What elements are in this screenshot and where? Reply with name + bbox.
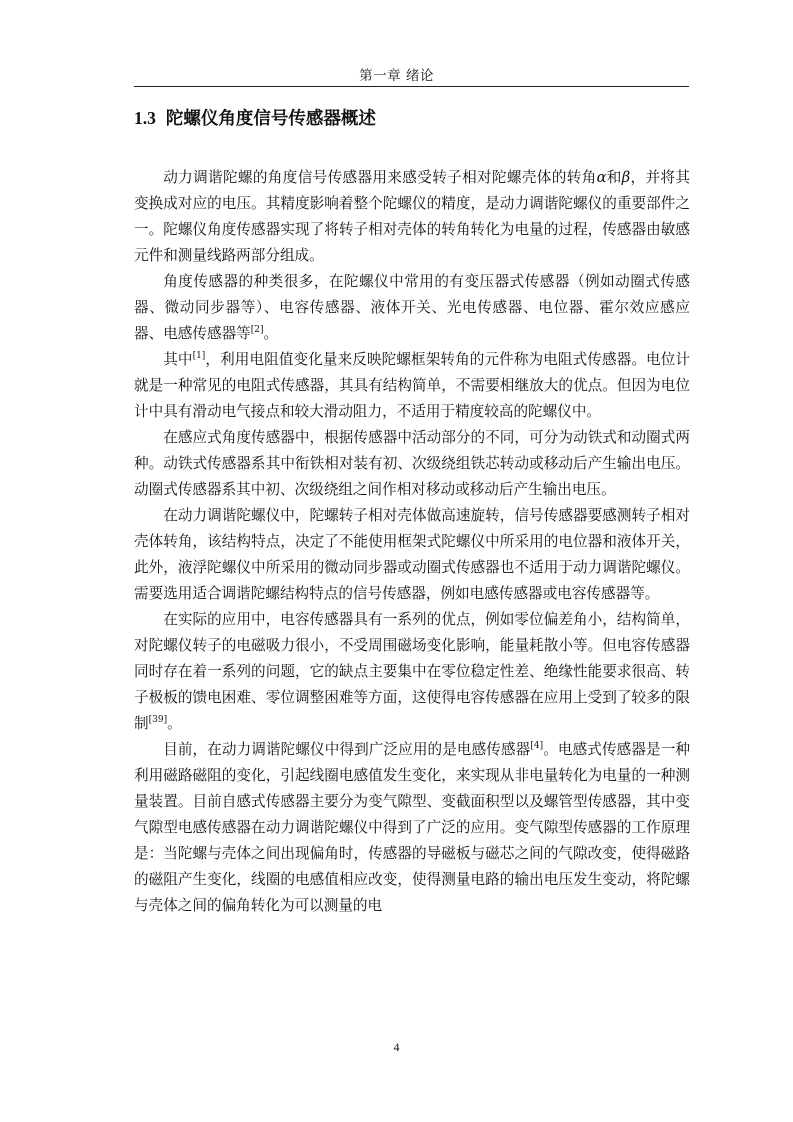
paragraph-5: 在动力调谐陀螺仪中，陀螺转子相对壳体做高速旋转，信号传感器要感测转子相对壳体转角，该结构特点，决定了不能使用框架式陀螺仪中所采用的电位器和液体开关，此外，液浮陀螺仪中所采用的微动同步器或动圈式传感器也不适用于动力调谐陀螺仪。需要选用适合调谐陀螺结构特点的信号传感器，例如电感传感器或电容传感器等。	[134, 507, 690, 602]
paragraph-1	[134, 165, 690, 269]
paragraph-1-text-b: ，并将其变换成对应的电压。其精度影响着整个陀螺仪的精度，是动力调谐陀螺仪的重要部件之一。陀螺仪角度传感器实现了将转子相对壳体的转角转化为电量的过程，传感器由敏感元件和测量线路两部分组成。	[134, 169, 690, 264]
citation-1: [1]	[192, 351, 206, 362]
body-text	[134, 165, 690, 919]
paragraph-3	[134, 347, 690, 425]
paragraph-7-text-a: 目前，在动力调谐陀螺仪中得到广泛应用的是电感传感器	[163, 741, 531, 758]
header-rule	[134, 86, 689, 87]
paragraph-1-and: 和	[606, 169, 622, 186]
citation-2: [2]	[250, 325, 264, 336]
paragraph-6-text-a: 在实际的应用中，电容传感器具有一系列的优点，例如零位偏差角小，结构简单，对陀螺仪转子的电磁吸力很小，不受周围磁场变化影响，能量耗散小等。但电容传感器同时存在着一系列的问题，它的缺点主要集中在零位稳定性差、绝缘性能要求很高、转子极板的馈电困难、零位调整困难等方面，这使得电容传感器在应用上受到了较多的限制	[134, 611, 690, 732]
paragraph-3-text-a: 其中	[163, 351, 193, 368]
section-title: 陀螺仪角度信号传感器概述	[165, 109, 376, 129]
paragraph-4: 在感应式角度传感器中，根据传感器中活动部分的不同，可分为动铁式和动圈式两种。动铁式传感器系其中衔铁相对装有初、次级绕组铁芯转动或移动后产生输出电压。动圈式传感器系其中初、次级绕组之间作相对移动或移动后产生输出电压。	[134, 429, 690, 498]
paragraph-1-text-a: 动力调谐陀螺的角度信号传感器用来感受转子相对陀螺壳体的转角	[163, 169, 597, 186]
paragraph-7	[134, 737, 690, 919]
paragraph-6-text-b: 。	[167, 715, 182, 732]
paragraph-6	[134, 607, 690, 737]
paragraph-2	[134, 269, 690, 347]
citation-39: [39]	[148, 715, 168, 726]
section-heading	[134, 105, 376, 130]
paragraph-7-text-b: 。电感式传感器是一种利用磁路磁阻的变化，引起线圈电感值发生变化，来实现从非电量转化为电量的一种测量装置。目前自感式传感器主要分为变气隙型、变截面积型以及螺管型传感器，其中变气隙型电感传感器在动力调谐陀螺仪中得到了广泛的应用。变气隙型传感器的工作原理是：当陀螺与壳体之间出现偏角时，传感器的导磁板与磁芯之间的气隙改变，使得磁路的磁阻产生变化，线圈的电感值相应改变，使得测量电路的输出电压发生变动，将陀螺与壳体之间的偏角转化为可以测量的电	[134, 741, 690, 914]
beta-symbol: β	[621, 169, 631, 186]
section-number: 1.3	[134, 108, 156, 128]
running-header: 第一章 绪论	[359, 68, 434, 84]
citation-4: [4]	[530, 741, 544, 752]
page-number: 4	[393, 1040, 400, 1054]
alpha-symbol: α	[596, 169, 607, 186]
paragraph-3-text-b: ，利用电阻值变化量来反映陀螺框架转角的元件称为电阻式传感器。电位计就是一种常见的电阻式传感器，其具有结构简单，不需要相继放大的优点。但因为电位计中具有滑动电气接点和较大滑动阻力，不适用于精度较高的陀螺仪中。	[134, 351, 690, 420]
paragraph-2-text-a: 角度传感器的种类很多，在陀螺仪中常用的有变压器式传感器（例如动圈式传感器、微动同步器等）、电容传感器、液体开关、光电传感器、电位器、霍尔效应感应器、电感传感器等	[134, 273, 690, 342]
paragraph-2-text-b: 。	[263, 325, 279, 342]
